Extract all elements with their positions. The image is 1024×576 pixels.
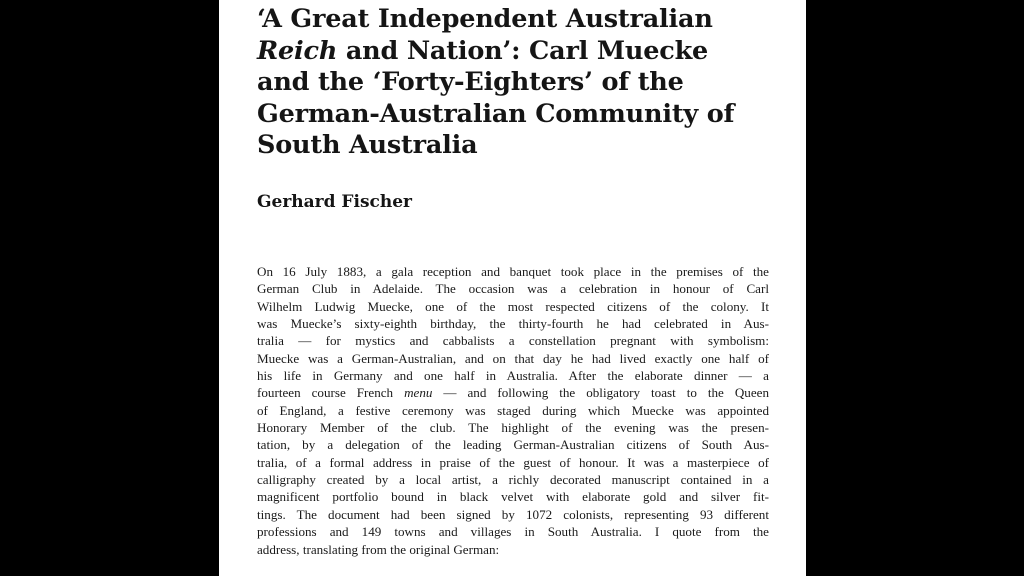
- body-line: professions and 149 towns and villages in South Australia. I quote from the: [257, 524, 769, 540]
- title-line: German-Australian Community of: [257, 98, 735, 129]
- body-line: Honorary Member of the club. The highlight of the evening was the presen-: [257, 420, 769, 436]
- body-line: tation, by a delegation of the leading German-Australian citizens of South Aus-: [257, 437, 769, 453]
- article-title: [257, 4, 802, 162]
- body-line: magnificent portfolio bound in black velvet with elaborate gold and silver fit-: [257, 489, 769, 505]
- article-page: [219, 0, 806, 576]
- italic-word: menu: [404, 385, 433, 401]
- body-line: On 16 July 1883, a gala reception and banquet took place in the premises of the: [257, 264, 769, 279]
- author-name: Gerhard Fischer: [257, 192, 413, 212]
- body-line: tralia, of a formal address in praise of the guest of honour. It was a masterpiece of: [257, 454, 769, 470]
- title-line: and the ‘Forty-Eighters’ of the: [257, 67, 684, 97]
- title-italic-word: Reich: [257, 35, 338, 66]
- title-line: South Australia: [257, 130, 478, 160]
- body-paragraph: [257, 263, 769, 558]
- body-line: address, translating from the original German:: [257, 541, 500, 557]
- body-line: German Club in Adelaide. The occasion was a celebration in honour of Carl: [257, 281, 769, 297]
- title-line-rest: and Nation’: Carl Muecke: [337, 35, 709, 66]
- body-line: Wilhelm Ludwig Muecke, one of the most respected citizens of the colony. It: [257, 298, 769, 314]
- body-line: of England, a festive ceremony was staged during which Muecke was appointed: [257, 402, 769, 418]
- title-line: ‘A Great Independent Australian: [257, 4, 713, 34]
- body-line: his life in Germany and one half in Australia. After the elaborate dinner — a: [257, 368, 769, 384]
- body-line: tralia — for mystics and cabbalists a constellation pregnant with symbolism:: [257, 333, 769, 349]
- body-line: tings. The document had been signed by 1072 colonists, representing 93 different: [257, 506, 769, 522]
- body-line: was Muecke’s sixty-eighth birthday, the thirty-fourth he had celebrated in Aus-: [257, 316, 769, 332]
- body-line: Muecke was a German-Australian, and on that day he had lived exactly one half of: [257, 350, 769, 366]
- body-line: calligraphy created by a local artist, a richly decorated manuscript contained in a: [257, 472, 769, 488]
- title-line: [257, 36, 802, 68]
- body-line: fourteen course French menu — and following the obligatory toast to the Queen: [257, 385, 770, 401]
